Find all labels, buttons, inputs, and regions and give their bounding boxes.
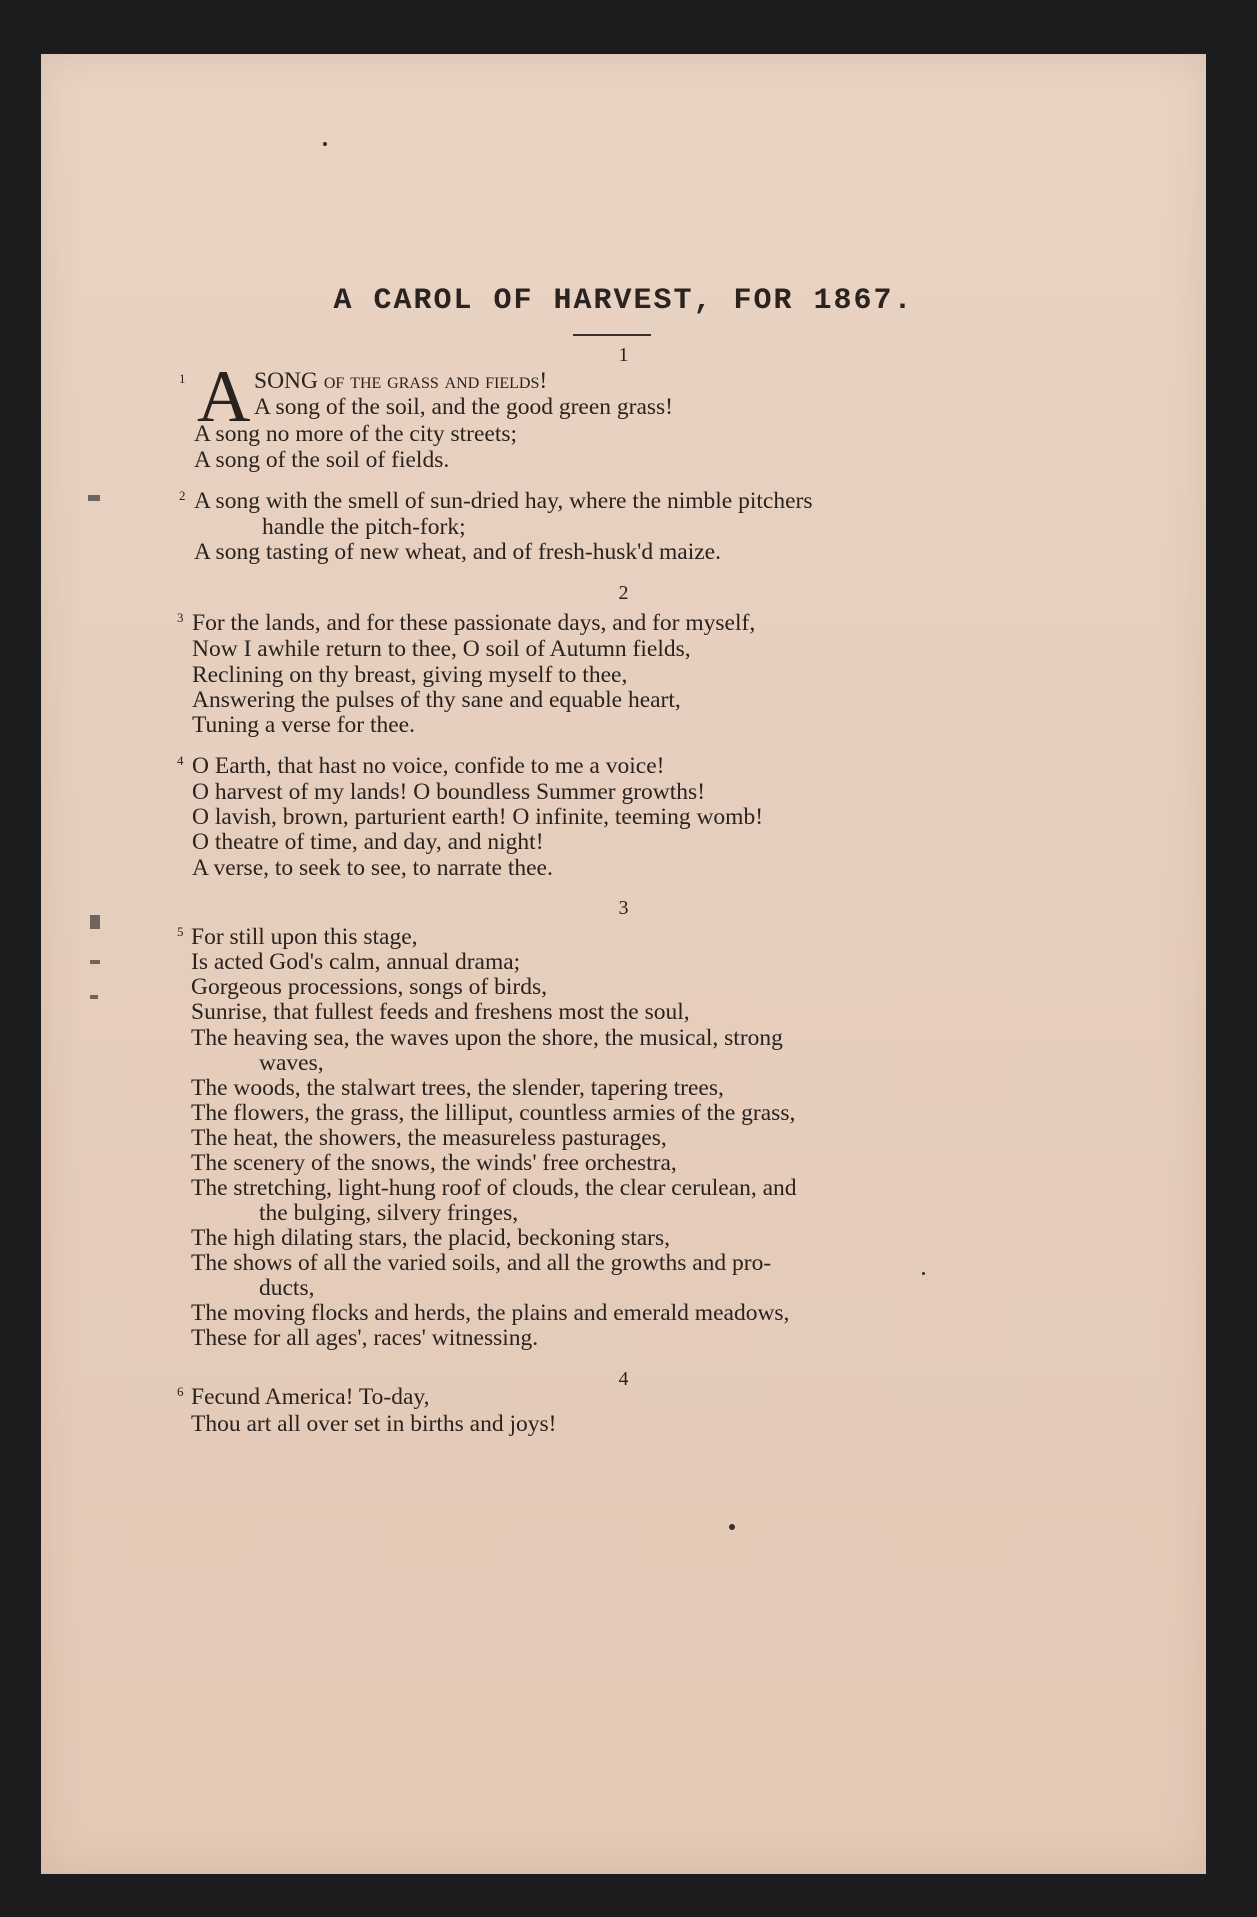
poem-line: Now I awhile return to thee, O soil of Autumn fields, [192,636,691,662]
poem-body: 1 1 A SONG of the grass and fields! A song of the soil, and the good green grass! A song no more of the city streets; A song of the soil of fields. 2 A song with the smell of sun-dried hay, where the nimble pitchers handle the pitch-fork; A song tasting of new wheat, and of fresh-husk'd maize. 2 3 For the lands, and for these passionate days, and for myself, Now I awhile return to thee, O soil of Autumn fields, Reclining on thy breast, giving myself to thee, Answering the pulses of thy sane and equable heart, Tuning a verse for thee. 4 O Earth, that hast no voice, confide to me a voice! O harvest of my lands! O boundless Summer growths! O lavish, brown, parturient earth! O infinite, teeming womb! O theatre of time, and day, and night! A verse, to seek to see, to narrate thee. 3 5 For still upon this stage, Is acted God's calm, annual drama; Gorgeous processions, songs of birds, Sunrise, that fullest feeds and freshens most the soul, The heaving sea, the waves upon the shore, the musical, strong waves, The woods, the stalwart trees, the slender, tapering trees, The flowers, the grass, the lilliput, countless armies of the grass, The heat, the showers, the measureless pasturages, The scenery of the snows, the winds' free orchestra, The stretching, light-hung roof of clouds, the clear cerulean, and the bulging, silvery fringes, The high dilating stars, the placid, beckoning stars, The shows of all the varied soils, and all the growths and pro- ducts, The moving flocks and herds, the plains and emerald meadows, These for all ages', races' witnessing. 4 6 Fecund America! To-day, Thou art all over set in births and joys! [41,54,1206,1874]
poem-line: Sunrise, that fullest feeds and freshens most the soul, [191,999,690,1025]
poem-line: A song of the soil of fields. [194,447,450,473]
poem-line: The stretching, light-hung roof of clouds, the clear cerulean, and [191,1175,797,1201]
poem-line: A song no more of the city streets; [194,421,518,447]
poem-line: For still upon this stage, [191,924,418,950]
poem-line: Tuning a verse for thee. [192,712,415,738]
poem-line: The moving flocks and herds, the plains and emerald meadows, [191,1300,790,1326]
poem-line: The shows of all the varied soils, and all the growths and pro- [191,1250,772,1276]
section-number: 3 [618,897,629,919]
poem-line: The woods, the stalwart trees, the slender, tapering trees, [191,1075,724,1101]
section-number: 4 [618,1368,629,1390]
poem-line: Reclining on thy breast, giving myself to thee, [192,662,628,688]
poem-line: The high dilating stars, the placid, beckoning stars, [191,1225,671,1251]
poem-line: the bulging, silvery fringes, [259,1200,519,1226]
poem-line: O Earth, that hast no voice, confide to me a voice! [192,753,665,779]
poem-line: Thou art all over set in births and joys! [191,1411,557,1437]
paper-speck [922,1272,925,1275]
section-number: 1 [618,344,629,366]
edge-mark [88,495,100,501]
poem-line: For the lands, and for these passionate days, and for myself, [192,610,756,636]
poem-line: The heat, the showers, the measureless pasturages, [191,1125,667,1151]
poem-line: The scenery of the snows, the winds' free orchestra, [191,1150,677,1176]
poem-line: Answering the pulses of thy sane and equable heart, [192,687,681,713]
poem-line: O theatre of time, and day, and night! [192,829,544,855]
poem-line: Is acted God's calm, annual drama; [191,949,521,975]
edge-mark [90,915,100,929]
poem-line: The flowers, the grass, the lilliput, countless armies of the grass, [191,1100,796,1126]
poem-line: A song tasting of new wheat, and of fresh-husk'd maize. [194,539,721,565]
poem-line: The heaving sea, the waves upon the shore, the musical, strong [191,1025,783,1051]
poem-line: waves, [259,1050,324,1076]
poem-line: A verse, to seek to see, to narrate thee. [192,855,553,881]
section-number: 2 [618,582,629,604]
poem-line: ducts, [259,1275,315,1301]
paper-speck [729,1524,735,1530]
poem-line: O harvest of my lands! O boundless Summer growths! [192,779,706,805]
poem-line: These for all ages', races' witnessing. [191,1325,539,1351]
poem-line: Fecund America! To-day, [191,1384,430,1410]
poem-line: handle the pitch-fork; [262,514,466,540]
poem-line: A song with the smell of sun-dried hay, where the nimble pitchers [194,488,813,514]
paper-page [41,54,1206,1874]
paper-speck [323,142,327,146]
poem-title: A CAROL OF HARVEST, FOR 1867. [333,284,914,318]
poem-line: O lavish, brown, parturient earth! O infinite, teeming womb! [192,804,764,830]
drop-cap: A [197,356,251,438]
poem-line: SONG of the grass and fields! [254,368,548,394]
edge-mark [90,960,100,964]
poem-line: A song of the soil, and the good green grass! [254,394,674,420]
edge-mark [90,995,98,999]
poem-line: Gorgeous processions, songs of birds, [191,974,547,1000]
